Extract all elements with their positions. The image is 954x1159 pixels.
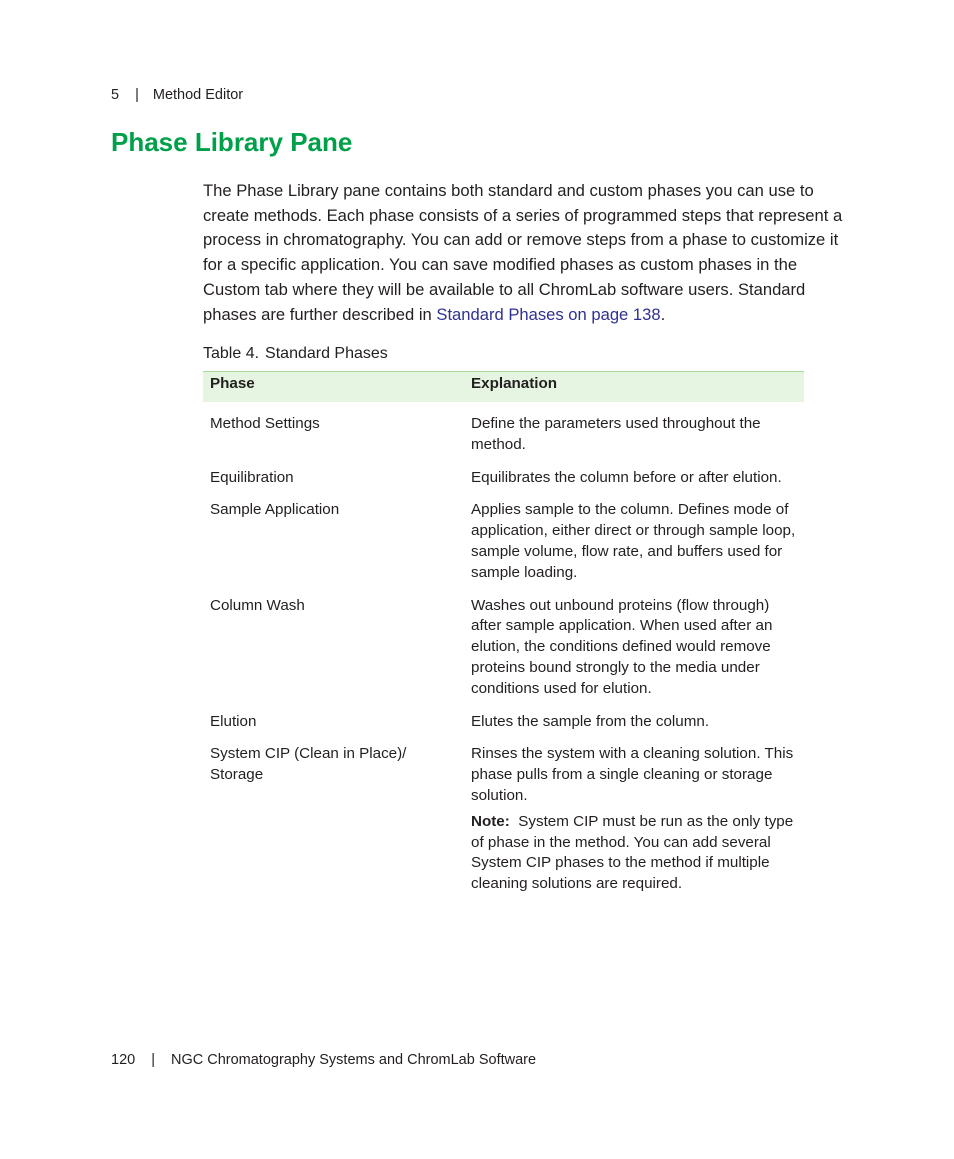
standard-phases-link[interactable]: Standard Phases on page 138 (436, 304, 661, 324)
chapter-number: 5 (111, 87, 120, 103)
table-row (203, 710, 804, 743)
phase-cell: Method Settings (210, 415, 320, 432)
table-caption-title: Standard Phases (265, 345, 388, 362)
table-row (203, 742, 804, 905)
explanation-cell: Washes out unbound proteins (flow through) after sample application. When used after an elution, the conditions defined would remove proteins bound strongly to the media under conditions used for elution. (471, 596, 773, 697)
column-header-phase: Phase (203, 372, 464, 403)
table-caption (203, 345, 388, 363)
table-row (203, 594, 804, 710)
phase-cell: Elution (210, 712, 257, 730)
intro-text: The Phase Library pane contains both standard and custom phases you can use to create methods. Each phase consists of a series of programmed steps that represent a process in chromatography. You can add or remove steps from a phase to customize it for a specific application. You can save modified phases as custom phases in the Custom tab where they will be available to all ChromLab software users. Standard phases are further described in (203, 181, 843, 324)
intro-end: . (660, 304, 666, 324)
explanation-text: Rinses the system with a cleaning solution. This phase pulls from a single cleaning or storage solution. (471, 745, 794, 804)
phase-cell: Column Wash (210, 596, 305, 614)
phase-cell: Sample Application (210, 501, 340, 519)
table-row (203, 498, 804, 593)
note (471, 812, 798, 895)
table-row (203, 402, 804, 466)
footer-separator: | (151, 1052, 155, 1068)
running-header (111, 87, 243, 103)
table-caption-label: Table 4. (203, 345, 260, 362)
note-label: Note: (471, 812, 510, 830)
explanation-cell: Elutes the sample from the column. (471, 712, 710, 730)
explanation-cell (464, 742, 804, 905)
book-title: NGC Chromatography Systems and ChromLab Software (170, 1052, 537, 1068)
phase-cell: Equilibration (210, 468, 294, 486)
standard-phases-table (203, 371, 804, 905)
phase-cell: System CIP (Clean in Place)/ Storage (210, 745, 407, 784)
running-footer (111, 1052, 536, 1068)
table-row (203, 466, 804, 499)
chapter-title: Method Editor (152, 87, 244, 103)
intro-paragraph (203, 179, 843, 327)
page-number: 120 (111, 1052, 136, 1068)
explanation-cell: Equilibrates the column before or after elution. (471, 468, 782, 486)
table-header-row (203, 372, 804, 403)
note-text: System CIP must be run as the only type of phase in the method. You can add several System CIP phases to the method if multiple cleaning solutions are required. (471, 812, 794, 893)
page-title: Phase Library Pane (111, 127, 353, 157)
explanation-cell: Applies sample to the column. Defines mode of application, either direct or through sample loop, sample volume, flow rate, and buffers used for sample loading. (471, 501, 796, 581)
header-separator: | (135, 87, 139, 103)
explanation-cell: Define the parameters used throughout the method. (471, 415, 761, 453)
column-header-explanation: Explanation (464, 372, 804, 403)
